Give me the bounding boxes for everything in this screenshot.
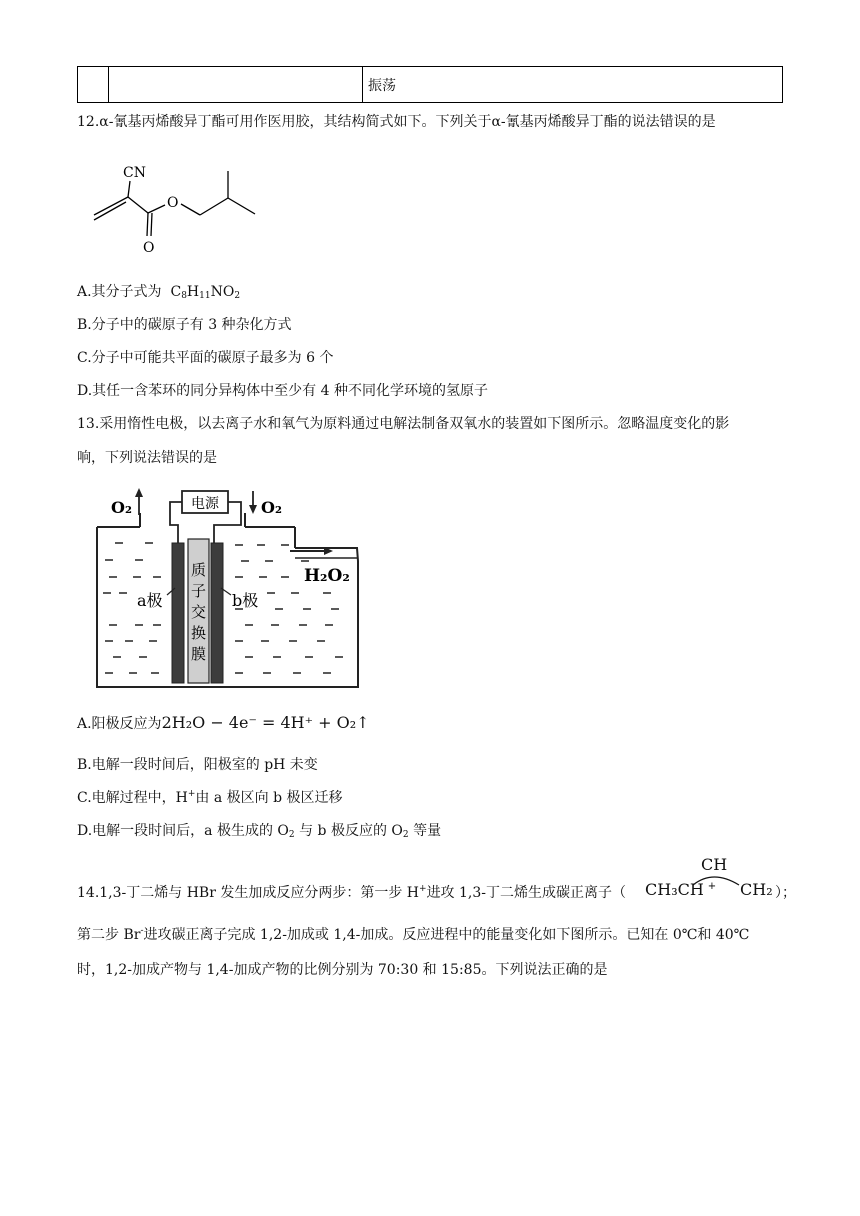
q14-line1: 14.1,3-丁二烯与 HBr 发生加成反应分两步：第一步 H+进攻 1,3-丁二烯生成碳正离子（	[77, 884, 627, 901]
o-carbonyl-label: O	[143, 240, 155, 256]
q12-stem: 12.α-氰基丙烯酸异丁酯可用作医用胶，其结构简式如下。下列关于α-氰基丙烯酸异丁酯的说法错误的是	[77, 114, 716, 130]
q14-line1-end: ）；	[775, 885, 796, 901]
answer-table-fragment	[77, 66, 783, 103]
table-cell-empty	[109, 67, 363, 103]
q13-option-c: C.电解过程中，H+由 a 极区向 b 极区迁移	[77, 789, 343, 806]
ion-charge-label: +	[707, 881, 717, 892]
ion-top-label: CH	[701, 855, 728, 874]
electrolysis-cell-diagram	[95, 485, 365, 695]
b-electrode-label: b极	[232, 591, 259, 610]
power-source-label: 电源	[191, 496, 219, 512]
ion-left-label: CH₃CH	[645, 880, 704, 899]
table-cell-index	[78, 67, 109, 103]
allyl-cation-structure	[643, 855, 775, 907]
delocalization-arc	[643, 855, 775, 907]
q13-stem-line2: 响，下列说法错误的是	[77, 450, 217, 466]
q12-option-d: D.其任一含苯环的同分异构体中至少有 4 种不同化学环境的氢原子	[77, 383, 488, 399]
table-cell-text: 振荡	[363, 67, 783, 103]
membrane-char-5: 膜	[190, 645, 207, 663]
q13-stem-line1: 13.采用惰性电极，以去离子水和氧气为原料通过电解法制备双氧水的装置如下图所示。忽略温度变化的影	[77, 416, 730, 432]
q13-option-d: D.电解一段时间后，a 极生成的 $O_2$ 与 b 极反应的 $O_2$ 等量	[77, 823, 442, 840]
q13-option-b: B.电解一段时间后，阳极室的 pH 未变	[77, 757, 318, 773]
membrane-char-2: 子	[190, 582, 207, 600]
q12-option-c: C.分子中可能共平面的碳原子最多为 6 个	[77, 350, 334, 366]
q14-line2: 第二步 Br-进攻碳正离子完成 1,2-加成或 1,4-加成。反应进程中的能量变化如下图所示。已知在 0℃和 40℃	[77, 926, 750, 943]
q12-option-a: A.其分子式为 $C_8H_{11}NO_2$	[77, 284, 241, 301]
o-ester-label: O	[167, 195, 179, 211]
q13-option-a: A.阳极反应为2H₂O − 4e⁻ = 4H⁺ + O₂↑	[77, 713, 370, 732]
o2-out-label: O₂	[111, 498, 132, 517]
h2o2-label: H₂O₂	[304, 566, 350, 586]
a-electrode-label: a极	[137, 591, 163, 610]
membrane-char-4: 换	[190, 624, 207, 642]
cn-label: CN	[123, 165, 146, 181]
q14-line3: 时，1,2-加成产物与 1,4-加成产物的比例分别为 70:30 和 15:85。下列说法正确的是	[77, 962, 608, 978]
q12-option-b: B.分子中的碳原子有 3 种杂化方式	[77, 317, 292, 333]
o2-in-label: O₂	[261, 498, 282, 517]
q12-structure-diagram	[85, 160, 265, 265]
membrane-char-1: 质	[190, 561, 207, 579]
anode-equation: 2H₂O − 4e⁻ = 4H⁺ + O₂↑	[161, 713, 370, 732]
ion-right-label: CH₂	[740, 880, 773, 899]
membrane-char-3: 交	[190, 603, 207, 621]
option-a-prefix: A.其分子式为	[77, 284, 162, 300]
table-row	[78, 67, 783, 103]
